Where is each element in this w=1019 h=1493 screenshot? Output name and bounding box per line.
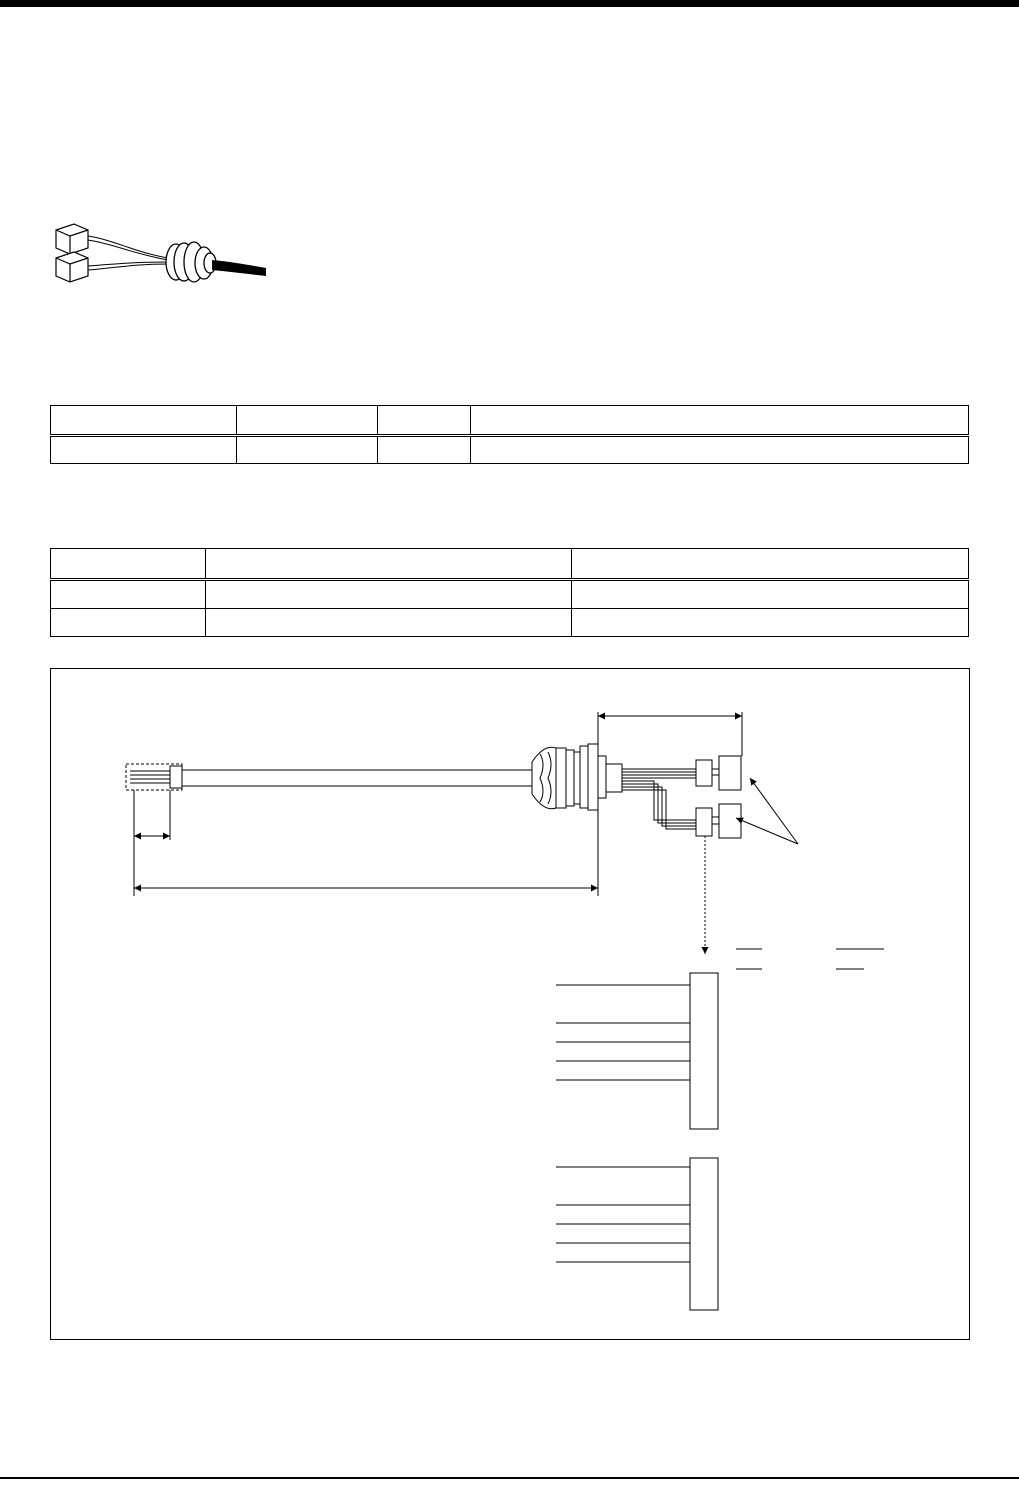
wiring-diagram xyxy=(50,668,970,1340)
spec-cell xyxy=(51,436,237,464)
spec-col-2 xyxy=(237,406,378,436)
conn-cell xyxy=(51,580,206,609)
spec-col-3 xyxy=(378,406,471,436)
page-top-rule xyxy=(0,0,1019,7)
left-connector-body xyxy=(170,766,182,788)
pinout-connector-a xyxy=(690,973,718,1129)
table-row xyxy=(51,436,969,464)
conn-col-3 xyxy=(572,549,969,580)
lower-connector-housing xyxy=(696,808,712,836)
spec-cell xyxy=(471,436,969,464)
left-connector-outline xyxy=(126,764,182,790)
conn-col-1 xyxy=(51,549,206,580)
spec-col-1 xyxy=(51,406,237,436)
conn-cell xyxy=(206,580,572,609)
conn-col-2 xyxy=(206,549,572,580)
pinout-connector-b xyxy=(690,1158,718,1310)
conn-cell xyxy=(572,580,969,609)
table-row xyxy=(51,609,969,637)
upper-connector-plug xyxy=(719,756,741,790)
spec-col-4 xyxy=(471,406,969,436)
cable-assembly-photo xyxy=(44,212,276,296)
upper-connector-housing xyxy=(696,760,712,786)
conn-cell xyxy=(206,609,572,637)
spec-table-header xyxy=(51,406,969,436)
connector-table xyxy=(50,548,969,637)
conn-cell xyxy=(51,609,206,637)
conn-table-header xyxy=(51,549,969,580)
cable-gland xyxy=(532,747,556,808)
lower-connector-plug xyxy=(719,804,741,838)
table-row xyxy=(51,580,969,609)
page-bottom-rule xyxy=(0,1477,1019,1479)
conn-cell xyxy=(572,609,969,637)
spec-cell xyxy=(237,436,378,464)
spec-cell xyxy=(378,436,471,464)
specification-table xyxy=(50,405,969,464)
